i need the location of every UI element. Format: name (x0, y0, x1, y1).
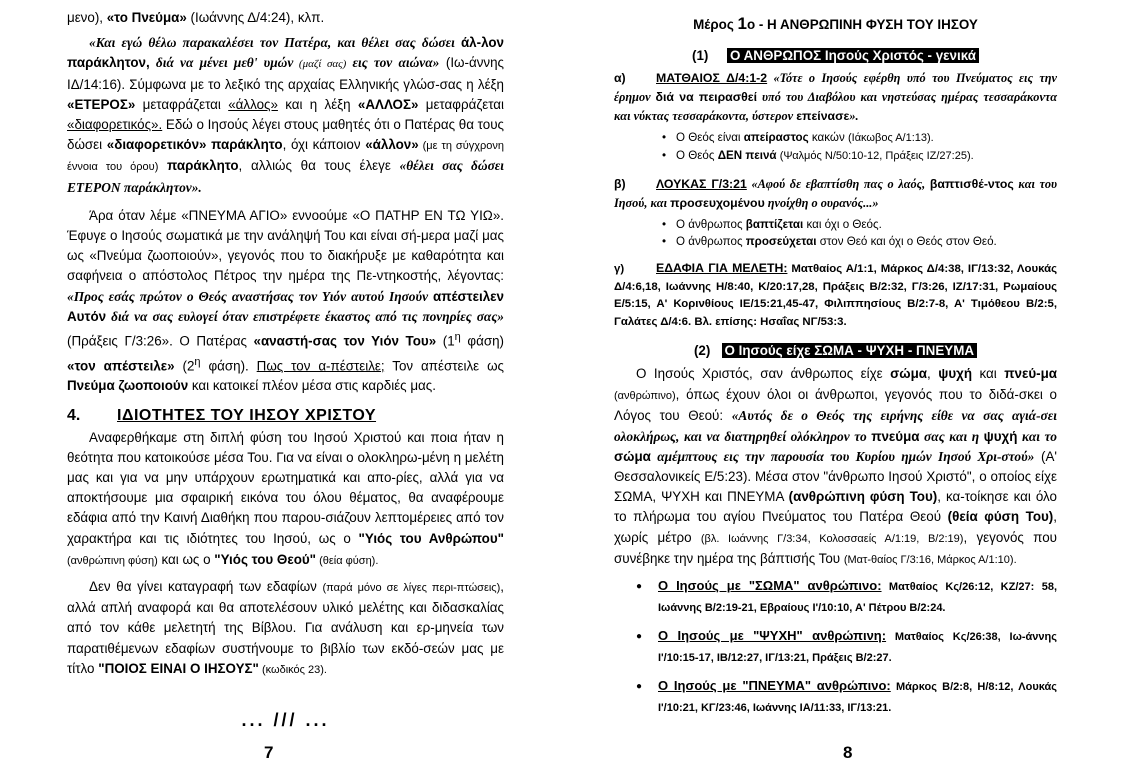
text-run-bold: ψυχή (938, 366, 973, 381)
text-run: , χωρίς μέτρο (614, 509, 1057, 545)
text-run: , κα-τοίκησε και όλο το πλήρωμα του αγίου Πνεύματος του Πατέρα Θεού (614, 489, 1058, 525)
paragraph-holy-spirit (67, 206, 504, 397)
quote-text: αμέμπτους εις την παρουσία του Κυρίου ημών Ιησού Χρι-στού» (650, 448, 1035, 464)
text-run-bold: «άλλον» (365, 137, 419, 153)
text-run: κακών (808, 131, 848, 144)
text-run: , όπως έχουν όλοι οι άνθρωποι, γεγονός που το διδά-σκει ο Λόγος του Θεού: (614, 387, 1057, 424)
quote-text: διά να σας ευλογεί όταν επιστρέφετε έκαστος από τις πονηρίες σας» (106, 308, 504, 324)
scripture-ref: ΜΑΤΘΑΙΟΣ Δ/4:1-2 (656, 71, 768, 85)
left-page (67, 0, 504, 731)
text-run: Ο Θεός είναι (676, 131, 744, 144)
text-run-small: (κωδικός 23). (258, 663, 327, 676)
text-run: (2 (174, 358, 195, 374)
quote-text: ηνοίχθη ο ουρανός...» (764, 196, 879, 210)
text-run-bold: απέστειλεν Αυτόν (67, 288, 504, 324)
superscript: η (194, 355, 201, 368)
part-number: 1 (737, 14, 747, 33)
text-run-bold: ΔΕΝ πεινά (717, 149, 777, 162)
text-run: , γεγονός που συνέβηκε την ημέρα της βάπτισής Του (614, 529, 1058, 566)
text-run-bold: παράκλητο (158, 158, 239, 174)
quote-text: και του Ιησού, και (614, 177, 1058, 210)
text-run: , αλλιώς θα τους έλεγε (238, 158, 400, 174)
text-run: Ο Ιησούς Χριστός, σαν άνθρωπος είχε (636, 366, 891, 381)
human-nature-list (614, 576, 1057, 718)
text-run: στον Θεό και όχι ο Θεός στον Θεό. (816, 235, 997, 248)
superscript: η (454, 331, 461, 344)
text-run: Ο Θεός (676, 149, 718, 162)
text-run-bold: απείραστος (743, 131, 809, 144)
item-label: β) (614, 177, 626, 191)
quote-text: «θέλει σας δώσει ΕΤΕΡΟΝ παράκλητον». (67, 158, 504, 195)
text-run: - Η ΑΝΘΡΩΠΙΝΗ ΦΥΣΗ ΤΟΥ ΙΗΣΟΥ (755, 17, 978, 32)
text-run-bold: σώμα (890, 366, 928, 381)
text-run-bold: «ΕΤΕΡΟΣ» (67, 96, 136, 112)
text-run: μεταφράζεται (418, 96, 505, 112)
section-number: 4. (67, 406, 81, 424)
text-run: μενο), (67, 10, 107, 25)
list-item (614, 626, 1057, 668)
text-run-bold: προσευχομένου (670, 196, 765, 210)
text-run-small: (ανθρώπινη φύση) (67, 554, 158, 567)
quote-text: «Προς εσάς πρώτον ο Θεός αναστήσας τον Υιόν αυτού Ιησούν (67, 288, 433, 304)
text-run-small: (βλ. Ιωάννης Γ/3:34, Κολοσσαείς Α/1:19, Β/2:19) (700, 532, 964, 545)
text-run: μεταφράζεται (135, 96, 229, 112)
text-run-bold: "Υιός του Θεού" (214, 551, 317, 567)
item-label: γ) (614, 263, 625, 275)
text-run: Μέρος (693, 17, 738, 32)
page-number-left: 7 (264, 743, 274, 762)
text-run-underline: «άλλος» (228, 96, 278, 112)
text-run-bold: επείνασε (796, 109, 850, 123)
text-run-bold: «διαφορετικόν» παράκλητο (106, 137, 283, 153)
bullet-list-alpha (614, 129, 1057, 165)
text-run: φάση) (460, 333, 504, 349)
text-run: Αναφερθήκαμε στη διπλή φύση του Ιησού Χριστού και ποια ήταν η θεότητα που κατοικούσε μέσα Του. Για να είναι ο ολοκληρω-μένη η μελέτη μας και για να μην υπάρχουν ερωτηματικά και απο-ρίες, αλλά για να αποκτήσουμε μια σφαιρική εικόνα του όλου θέματος, θα αναφέρουμε εδάφια από την Καινή Διαθήκη που παρου-σιάζουν λεπτομέρειες από τον χαρακτήρα και τις ιδιότητες του Ιησού, ως ο (67, 429, 504, 546)
study-refs: Ματθαίος Α/1:1, Μάρκος Δ/4:38, ΙΓ/13:32, Λουκάς Δ/4:6,18, Ιωάννης Η/8:40, Κ/20:17,28, Πράξεις Β/2:32, Γ/3:26, ΙΖ/17:31, Ρωμαίους Ε/5:15, Α' Κορινθίους ΙΕ/15:21,45-47, Φιλιππησίους Β/2:7-8, Α' Τιμόθεου Β/2:5, Γαλάτες Δ/4:6. Βλ. επίσης: Ησαΐας ΝΓ/53:3. (614, 263, 1057, 328)
text-run-bold: προσεύχεται (745, 235, 817, 248)
text-run-bold: «τον απέστειλε» (67, 358, 175, 374)
list-item (614, 147, 1057, 165)
paragraph-body-soul-spirit (614, 364, 1057, 570)
scripture-ref: ΛΟΥΚΑΣ Γ/3:21 (656, 177, 747, 191)
text-run: και όχι ο Θεός. (803, 218, 882, 231)
text-run-bold: βαπτίζεται (745, 218, 804, 231)
quote-text: «Τότε ο Ιησούς εφέρθη υπό του Πνεύματος εις την έρημον (614, 71, 1057, 104)
text-run-bold: διά να πειρασθεί (655, 90, 758, 104)
text-run-small: (παρά μόνο σε λίγες περι-πτώσεις) (322, 582, 501, 595)
list-item-refs: Ματθαίος Κς/26:12, ΚΖ/27: 58, Ιωάννης Β/2:19-21, Εβραίους Ι'/10:10, Α' Πέτρου Β/2:24. (658, 581, 1057, 615)
text-run: φάση). (200, 358, 257, 374)
quote-text: «Αυτός δε ο Θεός της ειρήνης είθε να σας αγιά-σει ολοκλήρως, και να διατηρηθεί ολόκληρον το (614, 408, 1057, 444)
page-number-right: 8 (843, 743, 853, 762)
text-run: (Ιω-άννης ΙΔ/14:16). Σύμφωνα με το λεξικό της αρχαίας Ελληνικής γλώσ-σας η λέξη (67, 55, 505, 92)
text-run: (Α' Θεσσαλονικείς Ε/5:23). Μέσα στον "άνθρωπο Ιησού Χριστό", ο οποίος είχε ΣΩΜΑ, ΨΥΧΗ και ΠΝΕΥΜΑ (614, 448, 1057, 505)
paragraph-references (67, 577, 504, 680)
text-run-underline: Πως τον α-πέστειλε; (256, 358, 385, 374)
quote-text: υπό του Διαβόλου και νηστεύσας ημέρας τεσσαράκοντα και νύκτας τεσσαράκοντα, ύστερον (614, 90, 1057, 123)
item-gamma (614, 260, 1057, 331)
study-refs-heading: ΕΔΑΦΙΑ ΓΙΑ ΜΕΛΕΤΗ: (656, 261, 788, 275)
right-page (614, 0, 1057, 726)
text-run: Εδώ ο Ιησούς λέγει στους μαθητές ότι ο Πατέρας θα τους δώσει (67, 117, 504, 153)
list-item (614, 216, 1057, 233)
list-item-heading: Ο Ιησούς με "ΣΩΜΑ" ανθρώπινο: (658, 578, 882, 594)
text-run-underline: «διαφορετικός». (67, 117, 163, 133)
text-run: και (972, 366, 1005, 381)
text-run-bold: «το Πνεύμα» (106, 10, 187, 25)
list-item (614, 576, 1057, 618)
text-run-small: (Ψαλμός Ν/50:10-12, Πράξεις ΙΖ/27:25). (779, 150, 974, 162)
text-run-small: (με τη σύγχρονη έννοια του όρου) (67, 140, 504, 174)
paragraph-continuation (67, 8, 504, 28)
text-run: Τον απέστειλε ως (384, 358, 504, 374)
list-item (614, 676, 1057, 718)
quote-text: σας και η (919, 428, 984, 444)
quote-text: «Αφού δε εβαπτίσθη πας ο λαός, (746, 177, 930, 191)
quote-text: ». (849, 109, 859, 123)
subsection-heading-2 (614, 343, 1057, 358)
text-run-bold: Πνεύμα ζωοποιούν (67, 378, 189, 394)
quote-text: διά να μένει μεθ' υμών (149, 55, 294, 71)
section-heading (67, 407, 504, 425)
list-item-refs: Ματθαίος Κς/26:38, Ιω-άννης Ι'/10:15-17, ΙΒ/12:27, ΙΓ/13:21, Πράξεις Β/2:27. (658, 631, 1057, 665)
text-run: , (927, 366, 939, 381)
bullet-list-beta (614, 216, 1057, 250)
text-run-small: (Ματ-θαίος Γ/3:16, Μάρκος Α/1:10). (843, 553, 1017, 566)
subsection-number: (2) (693, 343, 711, 358)
text-run-small: (μαζί σας) (293, 58, 347, 71)
paragraph-quote (67, 33, 504, 198)
list-item (614, 129, 1057, 147)
text-run: Δεν θα γίνει καταγραφή των εδαφίων (89, 579, 323, 595)
text-run-bold: άλ-λον παράκλητον, (67, 35, 504, 71)
text-run: Ο άνθρωπος (676, 218, 746, 231)
item-label: α) (614, 71, 626, 85)
text-run-bold: (ανθρώπινη φύση Του) (788, 489, 938, 505)
text-run: , αλλά απλή αναφορά και θα αποτελέσουν υλικό μελέτης και διδασκαλίας από τον κάθε μελετητή της Βίβλου. Για ανάλυση και ερ-μηνεία των παρατιθέμενων εδαφίων συστήνουμε το βιβλίο των εκδό-σεών μας με τίτλο (67, 579, 504, 676)
text-run-bold: βαπτισθέ-ντος (929, 177, 1014, 191)
text-run: (Πράξεις Γ/3:26». Ο Πατέρας (67, 333, 254, 349)
subsection-heading-1 (614, 48, 1057, 63)
running-head (614, 14, 1057, 34)
list-item (614, 233, 1057, 250)
ornament-divider: ... /// ... (241, 710, 330, 731)
quote-text: και το (1017, 428, 1057, 444)
text-run: (1 (436, 333, 455, 349)
paragraph-attributes (67, 428, 504, 571)
text-run: και η λέξη (277, 96, 358, 112)
text-run: ο (746, 17, 756, 32)
text-run: Ο άνθρωπος (676, 235, 746, 248)
text-run: Άρα όταν λέμε «ΠΝΕΥΜΑ ΑΓΙΟ» εννοούμε «Ο ΠΑΤΗΡ ΕΝ ΤΩ ΥΙΩ». Έφυγε ο Ιησούς σωματικά με την ανάληψή Του και είναι σή-μερα μαζί μας ως «Πνεύμα ζωοποιούν», γεγονός που το διακήρυξε με καθαρότητα και σαφήνεια ο απόστολος Πέτρος την ημέρα της Πε-ντηκοστής, λέγοντας: (67, 207, 504, 284)
section-title: ΙΔΙΟΤΗΤΕΣ ΤΟΥ ΙΗΣΟΥ ΧΡΙΣΤΟΥ (117, 406, 377, 424)
text-run-bold: «αναστή-σας τον Υιόν Του» (253, 333, 437, 349)
item-beta (614, 175, 1057, 213)
list-item-heading: Ο Ιησούς με "ΨΥΧΗ" ανθρώπινη: (658, 628, 887, 644)
text-run-small: (ανθρώπινο) (614, 390, 676, 403)
text-run-bold: πνεύ-μα (1004, 366, 1057, 381)
text-run-bold: ψυχή (983, 428, 1018, 444)
list-item-refs: Μάρκος Β/2:8, Η/8:12, Λουκάς Ι'/10:21, ΚΓ/23:46, Ιωάννης ΙΑ/11:33, ΙΓ/13:21. (658, 681, 1057, 715)
text-run-small: (Ιάκωβος Α/1:13). (847, 132, 934, 144)
text-run-bold: πνεύμα (871, 428, 920, 444)
text-run-bold: «ΑΛΛΟΣ» (357, 96, 419, 112)
subsection-number: (1) (692, 48, 709, 63)
text-run-bold: "ΠΟΙΟΣ ΕΙΝΑΙ Ο ΙΗΣΟΥΣ" (98, 660, 259, 676)
quote-text: «Και εγώ θέλω παρακαλέσει τον Πατέρα, και θέλει σας δώσει (89, 35, 461, 51)
text-run: και κατοικεί πλέον μέσα στις καρδιές μας. (188, 378, 436, 394)
text-run: , όχι κάποιον (282, 137, 366, 153)
text-run-bold: "Υιός του Ανθρώπου" (358, 530, 504, 546)
item-alpha (614, 69, 1057, 126)
text-run: και ως ο (157, 551, 215, 567)
list-item-heading: Ο Ιησούς με "ΠΝΕΥΜΑ" ανθρώπινο: (658, 678, 891, 694)
text-run: (Ιωάννης Δ/4:24), κλπ. (186, 10, 325, 25)
subsection-title: Ο Ιησούς είχε ΣΩΜΑ - ΨΥΧΗ - ΠΝΕΥΜΑ (722, 343, 978, 358)
text-run-small: (θεία φύση). (316, 554, 379, 567)
text-run-bold: σώμα (614, 448, 651, 464)
text-run-bold: (θεία φύση Του) (947, 509, 1054, 525)
subsection-title: Ο ΑΝΘΡΩΠΟΣ Ιησούς Χριστός - γενικά (727, 48, 979, 63)
quote-text: εις τον αιώνα» (346, 55, 440, 71)
